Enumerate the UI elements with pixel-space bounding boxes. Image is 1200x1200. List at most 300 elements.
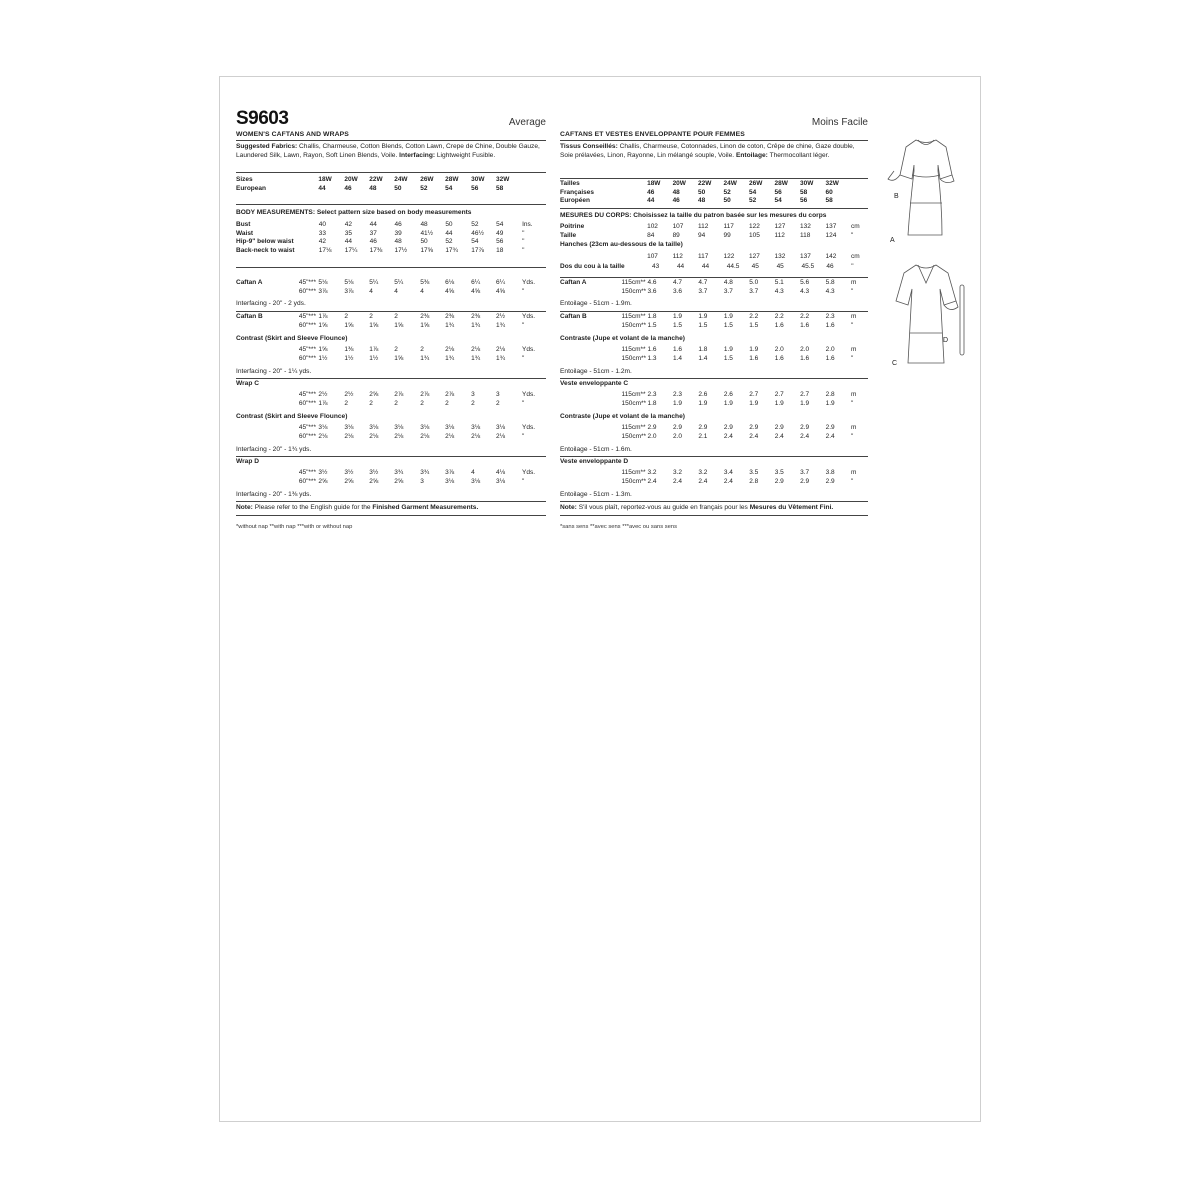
row-label: Européen (560, 197, 590, 205)
table-cell: 1.9 (723, 399, 733, 407)
table-cell: 3½ (369, 469, 379, 476)
table-cell: 54 (774, 197, 782, 205)
table-cell: 3½ (344, 469, 354, 476)
table-cell: 3.2 (647, 469, 657, 476)
view-label-a: A (890, 237, 895, 244)
table-cell: 26W (420, 176, 434, 183)
row-label: Bust (236, 221, 251, 228)
table-cell: 3⅛ (471, 477, 481, 485)
row-label: Tailles (560, 180, 580, 187)
table-cell: 122 (749, 223, 760, 230)
table-cell: 112 (698, 223, 709, 230)
table-cell: 2.9 (825, 424, 835, 431)
table-cell: m (851, 313, 857, 320)
table-cell: 2½ (318, 391, 328, 398)
table-cell: 3¾ (420, 469, 430, 476)
table-cell: 56 (496, 238, 504, 246)
section-rule (560, 277, 868, 278)
table-cell: 150cm** (621, 321, 647, 329)
table-cell: " (522, 432, 525, 440)
wrap-d-interfacing-fr: Entoilage - 51cm - 1.3m. (560, 491, 632, 498)
row-label: Taille (560, 231, 577, 239)
table-cell: 45"*** (298, 346, 316, 353)
table-row (236, 247, 546, 256)
hips-label-fr: Hanches (23cm au-dessous de la taille) (560, 241, 683, 248)
nap-footnote: *sans sens **avec sens ***avec ou sans sens (560, 524, 677, 530)
caftan-a-interfacing-fr: Entoilage - 51cm - 1.9m. (560, 300, 632, 307)
row-label (236, 400, 299, 409)
table-cell: 58 (825, 197, 833, 205)
table-cell: Yds. (522, 313, 536, 320)
table-cell: " (851, 263, 854, 270)
table-cell: 50 (698, 188, 706, 196)
measurement-table (560, 223, 868, 240)
table-cell: 2 (420, 399, 424, 407)
table-cell: 17⅞ (471, 246, 484, 254)
table-cell: 2.9 (774, 477, 784, 485)
table-cell: 45"*** (298, 313, 316, 320)
view-label-c: C (892, 360, 898, 367)
table-row (560, 469, 868, 478)
fabrics-label-fr: Tissus Conseillés: (560, 143, 618, 150)
table-cell: 52 (445, 238, 453, 246)
table-cell: 2.4 (723, 477, 733, 485)
table-cell (851, 189, 868, 198)
table-cell: " (851, 287, 854, 295)
table-cell: 5.0 (749, 279, 759, 286)
table-cell: 52 (471, 221, 479, 228)
table-cell: m (851, 346, 857, 353)
table-cell: 2.3 (825, 313, 835, 320)
table-cell: 127 (749, 253, 760, 260)
table-cell: 99 (723, 231, 731, 239)
table-cell: 17¾ (445, 246, 458, 254)
table-cell: 1.6 (825, 321, 835, 329)
table-cell: 150cm** (621, 477, 647, 485)
table-cell: 1.9 (672, 399, 682, 407)
table-row (236, 221, 546, 230)
table-cell: 6¼ (496, 279, 506, 286)
measurement-table (236, 313, 546, 330)
table-cell: " (522, 287, 525, 295)
table-cell: 2 (344, 313, 348, 320)
table-cell (627, 263, 652, 272)
table-cell: 2.8 (825, 391, 835, 398)
table-cell: 45 (776, 263, 784, 270)
table-cell: 1⅞ (318, 399, 328, 407)
table-cell: 52 (749, 197, 757, 205)
section-rule (236, 456, 546, 457)
table-cell: 5⅜ (420, 279, 430, 286)
measurement-table (560, 180, 868, 206)
table-cell: 2.0 (825, 346, 835, 353)
table-cell: 3⅞ (318, 287, 328, 295)
table-cell: m (851, 469, 857, 476)
fabrics-label: Suggested Fabrics: (236, 143, 298, 150)
table-row (236, 322, 546, 331)
table-cell: 2⅜ (445, 313, 455, 320)
table-cell: " (851, 477, 854, 485)
table-cell: 127 (774, 223, 786, 230)
table-cell: m (851, 279, 857, 286)
table-row (560, 346, 868, 355)
row-label (560, 433, 621, 442)
table-cell: 58 (799, 188, 808, 196)
table-row (236, 424, 546, 433)
table-cell: 1¾ (496, 354, 506, 362)
table-cell: 18 (496, 246, 504, 254)
table-cell: 1½ (318, 354, 328, 362)
table-row (236, 433, 546, 442)
table-cell: 2.9 (672, 424, 682, 431)
table-cell: 2⅞ (445, 391, 455, 398)
table-cell: cm (850, 223, 860, 230)
title-rule-fr (560, 140, 868, 141)
table-cell: 48 (369, 184, 377, 192)
table-cell: cm (850, 253, 860, 260)
table-cell: m (851, 424, 857, 431)
row-label: Caftan B (236, 313, 263, 320)
table-cell: 3½ (318, 469, 328, 476)
table-cell: 1.9 (723, 346, 733, 353)
table-row (560, 279, 868, 288)
table-cell: 26W (749, 180, 763, 187)
table-cell: 2.2 (749, 313, 759, 320)
row-label (236, 322, 299, 331)
table-row (236, 391, 546, 400)
table-cell: 2⅛ (471, 346, 481, 353)
table-cell: 5.8 (825, 279, 835, 286)
row-label (236, 355, 299, 364)
table-cell: 3.2 (672, 469, 682, 476)
table-cell: 1⅝ (394, 321, 404, 329)
table-cell: 1.6 (800, 321, 810, 329)
table-cell: 17⅜ (369, 246, 383, 254)
table-row (236, 288, 546, 297)
table-cell: " (850, 231, 854, 239)
row-label (236, 424, 299, 433)
table-cell: 2.0 (800, 346, 810, 353)
table-cell: 45.5 (801, 263, 815, 270)
table-cell: 2.4 (800, 432, 810, 440)
table-cell: 2⅝ (369, 391, 379, 398)
difficulty-label: Average (508, 117, 546, 128)
table-cell: 1⅝ (394, 354, 404, 362)
table-cell: 2.0 (672, 432, 682, 440)
table-cell: 117 (723, 223, 734, 230)
table-cell: 2⅞ (394, 391, 404, 398)
measurement-table (236, 346, 546, 363)
table-row (236, 279, 546, 288)
table-cell: 44.5 (726, 263, 740, 270)
row-label: Caftan A (560, 279, 587, 286)
table-cell: 50 (445, 221, 453, 228)
interfacing-label-fr: Entoilage: (735, 151, 768, 159)
table-cell: 49 (496, 229, 504, 237)
table-cell: 2⅝ (318, 477, 328, 485)
table-cell: 137 (799, 253, 811, 260)
table-cell: 56 (471, 184, 479, 192)
table-cell: 4⅝ (496, 287, 506, 295)
section-rule (560, 178, 868, 179)
table-cell: 5.1 (774, 279, 784, 286)
measurement-table (236, 221, 546, 255)
table-cell: 89 (672, 231, 680, 239)
section-rule (236, 501, 546, 502)
table-cell: 3.7 (800, 469, 810, 476)
table-cell: 1¾ (445, 354, 455, 362)
row-label (560, 288, 621, 297)
table-cell: 1.6 (749, 354, 759, 362)
table-cell: 5¼ (369, 279, 379, 286)
table-cell: 1⅝ (318, 346, 328, 353)
table-cell: 2⅝ (369, 477, 379, 485)
table-cell: 2.7 (749, 391, 759, 398)
pattern-number: S9603 (236, 108, 289, 129)
row-label (560, 400, 621, 409)
table-cell: 42 (344, 221, 352, 228)
table-cell: 1.4 (698, 354, 708, 362)
table-cell: 39 (394, 229, 402, 237)
table-cell: 46½ (471, 229, 484, 237)
table-cell: 44 (318, 184, 326, 192)
row-label (560, 478, 621, 487)
table-cell: 3.5 (749, 469, 759, 476)
row-label: Hip-9" below waist (236, 238, 294, 246)
section-rule (560, 501, 868, 502)
row-label (236, 433, 299, 442)
table-cell: 2.6 (698, 391, 708, 398)
table-cell: 1⅞ (369, 346, 379, 353)
table-cell: 2.9 (647, 424, 657, 431)
table-cell: 1⅞ (318, 313, 328, 320)
note-bold-text: Finished Garment Measurements. (372, 504, 479, 511)
note-bold-text: Mesures du Vêtement Fini. (749, 504, 834, 511)
table-cell: Yds. (522, 424, 536, 431)
table-cell: 24W (394, 176, 408, 183)
table-cell: 46 (826, 263, 834, 270)
table-cell: 3⅛ (496, 424, 506, 431)
table-row (236, 346, 546, 355)
wrap-d-label: Wrap D (236, 458, 259, 465)
table-cell: 1.6 (774, 321, 784, 329)
table-cell: 2.2 (800, 313, 810, 320)
measurement-table (560, 263, 868, 272)
table-row (236, 230, 546, 239)
table-cell: 2.1 (698, 432, 708, 440)
pattern-title: WOMEN'S CAFTANS AND WRAPS (236, 131, 349, 138)
table-row (560, 189, 868, 198)
row-label (560, 253, 622, 262)
table-cell: 2⅛ (496, 346, 506, 353)
table-row (560, 288, 868, 297)
table-row (560, 197, 868, 206)
table-cell: 150cm** (621, 432, 647, 440)
table-cell: " (522, 477, 525, 485)
table-cell: 60"*** (298, 432, 316, 440)
table-cell: 3.5 (774, 469, 784, 476)
table-cell: 48 (420, 221, 428, 228)
table-cell: 115cm** (621, 424, 646, 431)
table-cell: 2 (344, 399, 348, 407)
table-cell: 56 (799, 197, 808, 205)
row-label (560, 346, 621, 355)
table-cell: 45"*** (298, 469, 316, 476)
table-cell: 1.6 (672, 346, 682, 353)
table-cell: 28W (774, 180, 788, 187)
table-cell: 1.5 (672, 321, 682, 329)
section-rule (560, 515, 868, 516)
table-row (560, 322, 868, 331)
table-cell: 2 (394, 399, 398, 407)
table-cell: " (851, 399, 854, 407)
table-cell: 60"*** (298, 354, 316, 362)
table-cell: 4 (420, 287, 424, 295)
table-cell (622, 223, 647, 232)
table-cell: 2⅛ (496, 432, 506, 440)
row-label: European (236, 184, 266, 192)
section-rule (236, 172, 546, 173)
table-cell: 37 (369, 229, 377, 237)
table-row (236, 185, 546, 194)
section-rule (236, 378, 546, 379)
table-cell: 2⅛ (344, 432, 354, 440)
table-cell: 94 (698, 231, 706, 239)
table-cell: 4.3 (774, 287, 784, 295)
table-cell: 115cm** (621, 313, 646, 320)
table-row (560, 180, 868, 189)
table-cell: 3⅛ (471, 424, 481, 431)
table-cell (622, 189, 647, 198)
table-cell: 4.8 (723, 279, 733, 286)
note-label: Note: (236, 504, 253, 511)
table-cell: 115cm** (621, 469, 646, 476)
table-cell: 4 (394, 287, 398, 295)
table-cell: 45"*** (298, 279, 316, 286)
table-cell: 30W (799, 180, 814, 187)
table-cell: " (522, 399, 525, 407)
table-cell: 1.9 (749, 346, 759, 353)
table-cell: 2⅛ (318, 432, 328, 440)
table-cell: 50 (723, 197, 731, 205)
fabrics-text: Challis, Charmeuse, Cotton Blends, Cotton Lawn, Crepe de Chine, Double Gauze, Laundered Silk, Lawn, Rayon, Soft Linen Blends, Voile. (236, 143, 540, 159)
nap-footnote: *without nap **with nap ***with or without nap (236, 524, 353, 530)
table-cell: 46 (647, 188, 655, 196)
table-cell: 2⅛ (420, 432, 430, 440)
table-cell: " (851, 354, 854, 362)
table-cell: 2.3 (672, 391, 682, 398)
table-cell: 1.9 (825, 399, 835, 407)
table-cell: 5⅛ (344, 279, 354, 286)
table-cell (522, 176, 546, 185)
table-cell: 44 (445, 229, 453, 237)
table-cell: 3⅛ (420, 424, 430, 431)
table-cell: 2.4 (698, 477, 708, 485)
table-cell: 41½ (420, 229, 434, 237)
table-cell: 1.8 (698, 346, 708, 353)
interfacing-text-fr: Thermocollant léger. (769, 151, 830, 159)
table-cell: 1⅝ (318, 321, 328, 329)
table-cell: 3.2 (698, 469, 708, 476)
caftan-b-interfacing-fr: Entoilage - 51cm - 1.2m. (560, 368, 632, 375)
table-cell (622, 253, 647, 262)
table-cell: 3⅛ (445, 477, 455, 485)
table-cell: 1¾ (471, 354, 481, 362)
row-label (236, 478, 299, 487)
view-label-d: D (943, 337, 949, 344)
finished-measurement-note (560, 504, 833, 513)
table-cell: 4.3 (800, 287, 810, 295)
table-cell: 115cm** (621, 346, 646, 353)
wrap-c-label-fr: Veste enveloppante C (560, 380, 629, 387)
measurement-table (560, 391, 868, 408)
table-cell: 2⅛ (471, 432, 481, 440)
table-cell: 1¾ (420, 354, 430, 362)
table-cell: 132 (774, 253, 786, 260)
note-label: Note: (560, 504, 577, 511)
row-label (560, 424, 621, 433)
table-cell: 3.6 (647, 287, 657, 295)
table-cell: 2 (496, 399, 500, 407)
table-cell: 4 (471, 469, 475, 476)
table-cell: 40 (318, 221, 327, 228)
table-row (236, 355, 546, 364)
table-cell: 117 (698, 253, 709, 260)
table-row (236, 400, 546, 409)
table-cell: 1.3 (647, 354, 657, 362)
body-measurements-heading-fr: MESURES DU CORPS: Choisissez la taille du patron basée sur les mesures du corps (560, 212, 827, 219)
table-cell: " (522, 354, 525, 362)
table-cell: 2 (369, 313, 373, 320)
table-cell: 60"*** (298, 287, 316, 295)
row-label (560, 322, 621, 331)
measurement-table (236, 424, 546, 441)
table-row (560, 424, 868, 433)
table-row (560, 232, 868, 241)
body-measurements-heading: BODY MEASUREMENTS: Select pattern size based on body measurements (236, 209, 472, 216)
table-cell: 2.0 (647, 432, 657, 440)
table-cell: 2.4 (647, 477, 657, 485)
table-cell: 115cm** (621, 391, 646, 398)
table-cell: 107 (647, 253, 658, 260)
table-row (236, 469, 546, 478)
row-label: Sizes (236, 176, 253, 183)
table-cell: 3⅛ (394, 424, 404, 431)
table-row (560, 478, 868, 487)
table-cell: 60"*** (298, 477, 316, 485)
table-cell: 1.5 (723, 354, 733, 362)
caftan-b-contrast-label: Contrast (Skirt and Sleeve Flounce) (236, 335, 348, 342)
wrap-c-interfacing: Interfacing - 20" - 1¾ yds. (236, 446, 312, 453)
table-cell: 3.8 (825, 469, 835, 476)
row-label: Dos du cou à la taille (560, 263, 625, 270)
table-cell: 5⅛ (318, 279, 328, 286)
table-cell: 2.9 (800, 477, 810, 485)
suggested-fabrics-fr (560, 143, 866, 160)
table-cell: 58 (496, 184, 504, 192)
table-cell: 1.9 (698, 313, 708, 320)
section-rule (236, 515, 546, 516)
wrap-c-interfacing-fr: Entoilage - 51cm - 1.6m. (560, 446, 632, 453)
table-cell: 105 (749, 231, 760, 239)
measurement-table (236, 176, 546, 193)
table-cell: 46 (672, 197, 680, 205)
table-cell: 4⅛ (496, 469, 506, 476)
table-cell: 4.6 (647, 279, 657, 286)
table-cell: 2.4 (723, 432, 733, 440)
table-cell: 1.9 (774, 399, 784, 407)
table-cell: 46 (369, 238, 377, 246)
